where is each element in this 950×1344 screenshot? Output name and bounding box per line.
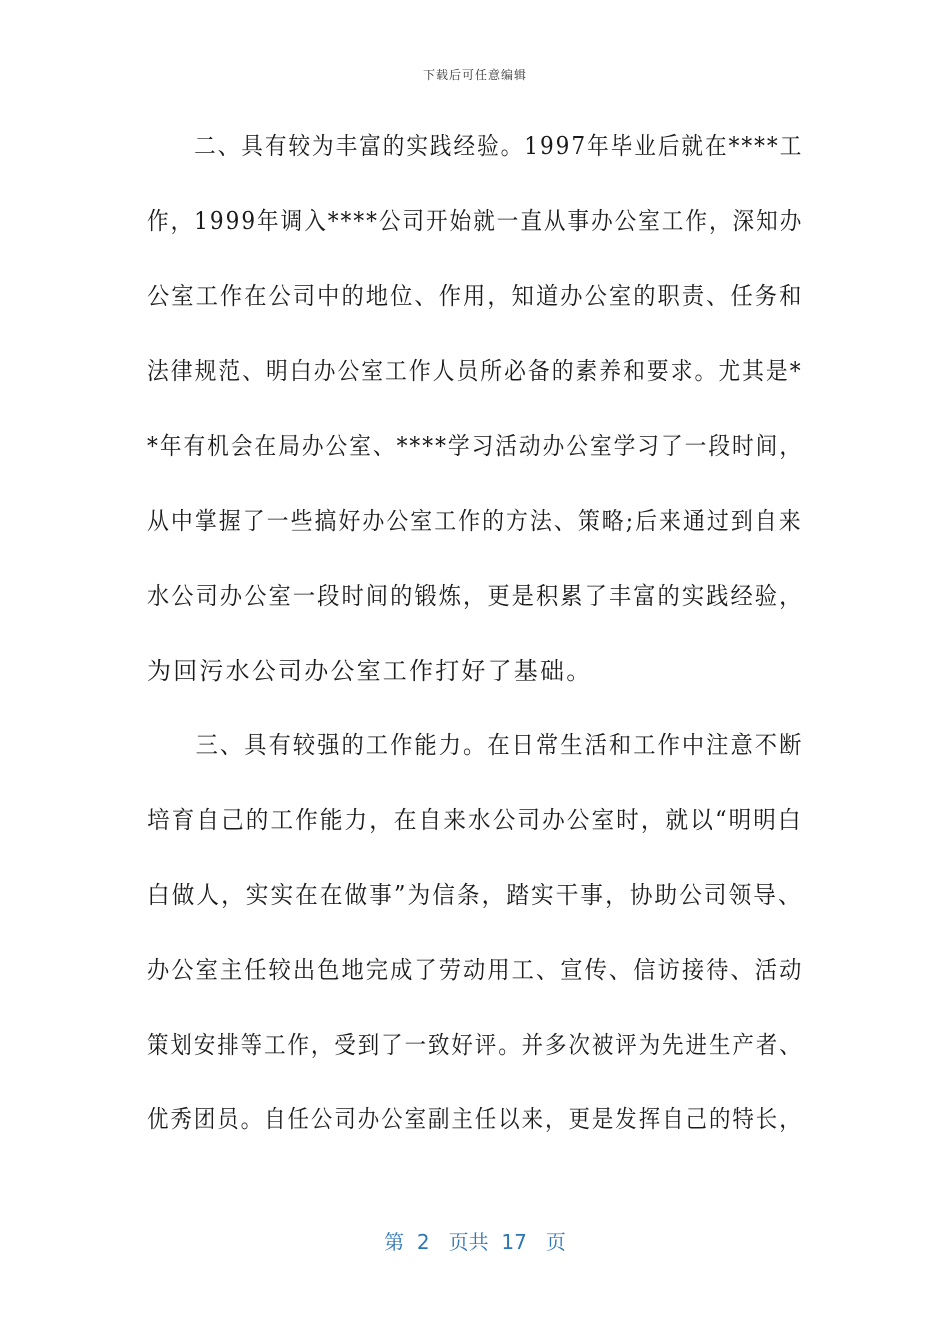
text-line: 策划安排等工作，受到了一致好评。并多次被评为先进生产者、 bbox=[147, 1031, 803, 1059]
text-line: 公室工作在公司中的地位、作用，知道办公室的职责、任务和 bbox=[147, 282, 804, 310]
text-line: 为回污水公司办公室工作打好了基础。 bbox=[147, 657, 593, 685]
text-line: 办公室主任较出色地完成了劳动用工、宣传、信访接待、活动 bbox=[147, 956, 804, 984]
text-line: 优秀团员。自任公司办公室副主任以来，更是发挥自己的特长， bbox=[147, 1105, 803, 1133]
text-line: 二、具有较为丰富的实践经验。1997年毕业后就在****工 bbox=[147, 132, 804, 160]
text-line: *年有机会在局办公室、****学习活动办公室学习了一段时间， bbox=[147, 432, 804, 460]
text-line: 三、具有较强的工作能力。在日常生活和工作中注意不断 bbox=[147, 731, 804, 759]
page-number-footer: 第 2 页共 17 页 bbox=[384, 1230, 566, 1254]
header-note: 下载后可任意编辑 bbox=[422, 68, 527, 82]
text-line: 培育自己的工作能力，在自来水公司办公室时，就以“明明白 bbox=[147, 806, 803, 834]
text-line: 白做人，实实在在做事”为信条，踏实干事，协助公司领导、 bbox=[147, 881, 803, 909]
text-line: 从中掌握了一些搞好办公室工作的方法、策略;后来通过到自来 bbox=[147, 507, 803, 535]
text-line: 法律规范、明白办公室工作人员所必备的素养和要求。尤其是* bbox=[147, 357, 803, 385]
text-line: 作，1999年调入****公司开始就一直从事办公室工作，深知办 bbox=[147, 207, 804, 235]
text-line: 水公司办公室一段时间的锻炼，更是积累了丰富的实践经验， bbox=[147, 582, 804, 610]
